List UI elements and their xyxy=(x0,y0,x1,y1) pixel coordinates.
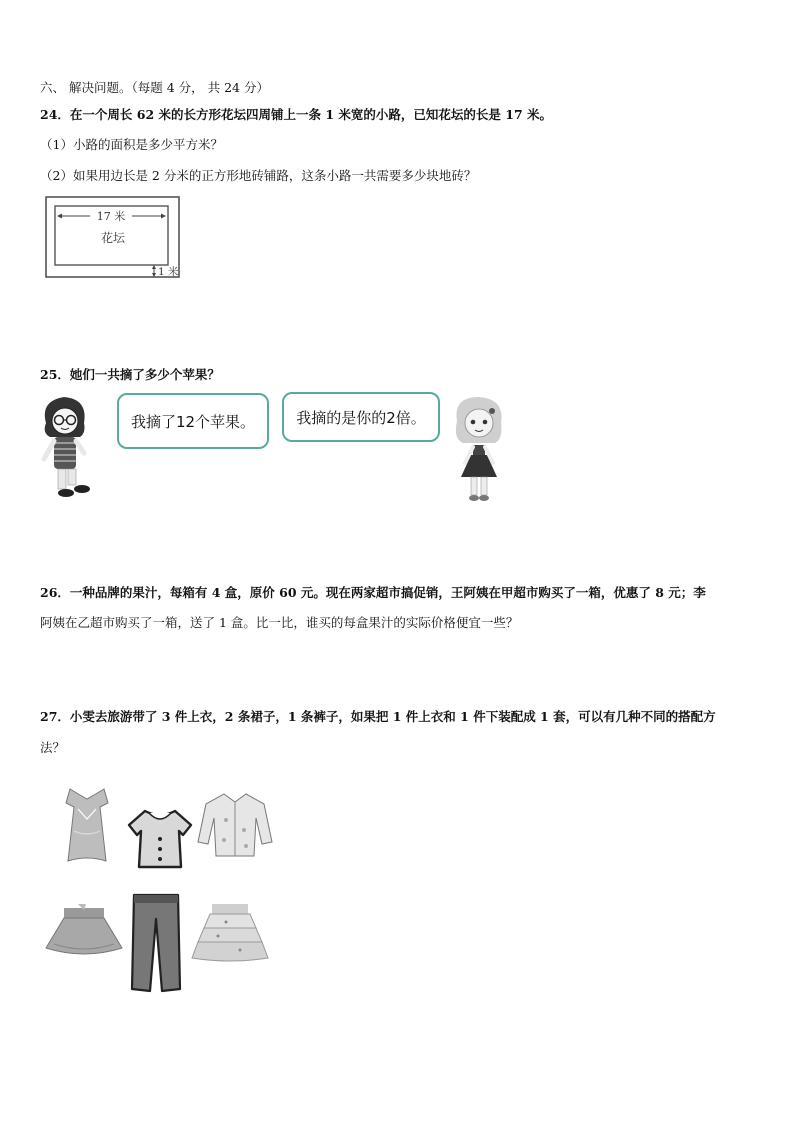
girl-glasses-icon xyxy=(36,393,100,505)
pants-icon xyxy=(128,893,184,997)
flowerbed-diagram xyxy=(44,195,184,281)
skirt-icon xyxy=(44,904,124,964)
question-25-stem: 25．她们一共摘了多少个苹果？ xyxy=(40,367,220,382)
length-arrowhead-right xyxy=(161,214,166,219)
ruffle-skirt-icon xyxy=(190,902,270,964)
girl-dress-icon xyxy=(447,393,511,507)
question-26-line2: 阿姨在乙超市购买了一箱，送了 1 盒。比一比，谁买的每盒果汁的实际价格便宜一些？ xyxy=(40,615,519,630)
bubble-right-text: 我摘的是你的2倍。 xyxy=(296,408,426,427)
speech-bubble-right xyxy=(282,392,440,442)
flowerbed-label: 花坛 xyxy=(100,231,126,245)
section-title: 六、 解决问题。（每题 4 分， 共 24 分） xyxy=(40,80,269,95)
bubble-left-text: 我摘了12个苹果。 xyxy=(130,412,256,431)
question-24-sub2: （2）如果用边长是 2 分米的正方形地砖铺路，这条小路一共需要多少块地砖？ xyxy=(40,168,477,183)
question-26-line1: 26．一种品牌的果汁，每箱有 4 盒，原价 60 元。现在两家超市搞促销，王阿姨在甲超市购买了一箱，优惠了 8 元；李 xyxy=(40,585,706,600)
baby-shirt-icon xyxy=(125,805,195,873)
width-label: 1 米 xyxy=(158,266,179,278)
question-24-sub1: （1）小路的面积是多少平方米？ xyxy=(40,137,223,152)
length-label: 17 米 xyxy=(96,210,126,223)
length-arrowhead-left xyxy=(57,214,62,219)
blouse-icon xyxy=(196,790,274,860)
question-27-line2: 法？ xyxy=(40,740,66,755)
dress-top-icon xyxy=(52,785,122,865)
speech-bubble-left xyxy=(117,393,269,449)
question-27-line1: 27．小雯去旅游带了 3 件上衣，2 条裙子，1 条裤子，如果把 1 件上衣和 1 件下装配成 1 套，可以有几种不同的搭配方 xyxy=(40,709,716,724)
question-24-stem: 24．在一个周长 62 米的长方形花坛四周铺上一条 1 米宽的小路，已知花坛的长是 17 米。 xyxy=(40,107,552,122)
